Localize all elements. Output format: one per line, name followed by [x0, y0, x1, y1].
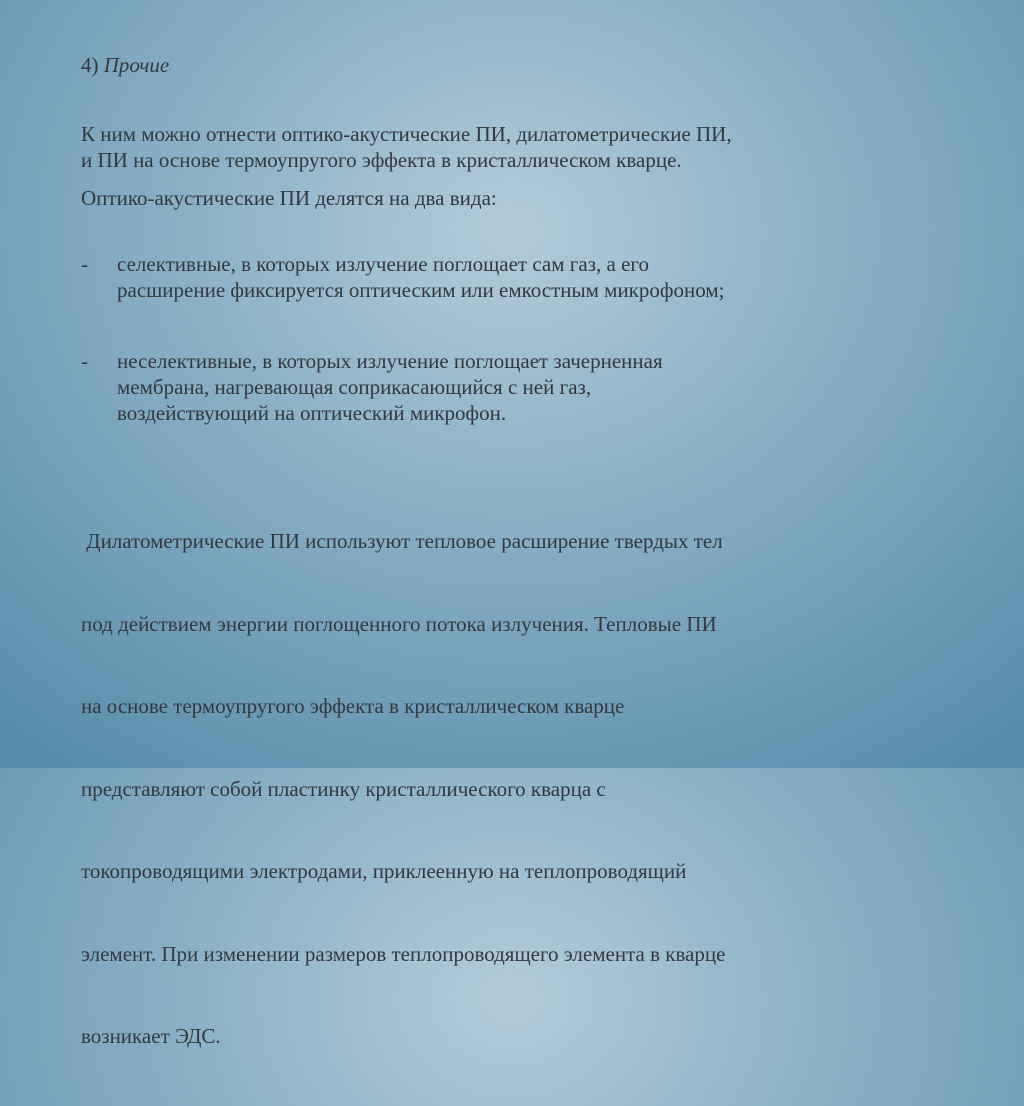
- paragraph-line: представляют собой пластинку кристаллического кварца с: [81, 776, 606, 801]
- paragraph-line: возникает ЭДС.: [81, 1024, 221, 1048]
- heading-title: Прочие: [103, 53, 170, 77]
- heading-number: 4): [81, 53, 99, 77]
- bullet-line: неселективные, в которых излучение поглощает зачерненная: [117, 349, 663, 373]
- bullet-nonselective: [117, 348, 663, 426]
- bullet-line: мембрана, нагревающая соприкасающийся с ней газ,: [117, 375, 592, 399]
- intro-paragraph: [81, 121, 732, 173]
- bullet-marker: -: [81, 252, 88, 276]
- paragraph-line: токопроводящими электродами, приклеенную на теплопроводящий: [81, 859, 687, 883]
- bullet-line: селективные, в которых излучение поглощает сам газ, а его: [117, 252, 650, 276]
- bullet-line: расширение фиксируется оптическим или емкостным микрофоном;: [117, 278, 725, 302]
- intro-line: К ним можно отнести оптико-акустические ПИ, дилатометрические ПИ,: [81, 122, 732, 146]
- paragraph-line: элемент. При изменении размеров теплопроводящего элемента в кварце: [81, 941, 726, 966]
- paragraph-line: Дилатометрические ПИ используют тепловое расширение твердых тел: [81, 529, 723, 553]
- paragraph-line: на основе термоупругого эффекта в кристаллическом кварце: [81, 694, 625, 718]
- bullet-selective: [117, 251, 724, 303]
- paragraph-line: под действием энергии поглощенного потока излучения. Тепловые ПИ: [81, 611, 717, 636]
- intro-line: и ПИ на основе термоупругого эффекта в кристаллическом кварце.: [81, 148, 682, 172]
- bullet-line: воздействующий на оптический микрофон.: [117, 401, 507, 425]
- final-paragraph: [81, 473, 725, 1106]
- slide-heading: [81, 52, 169, 78]
- bullet-marker: -: [81, 349, 88, 373]
- types-paragraph: Оптико-акустические ПИ делятся на два вида:: [81, 186, 497, 210]
